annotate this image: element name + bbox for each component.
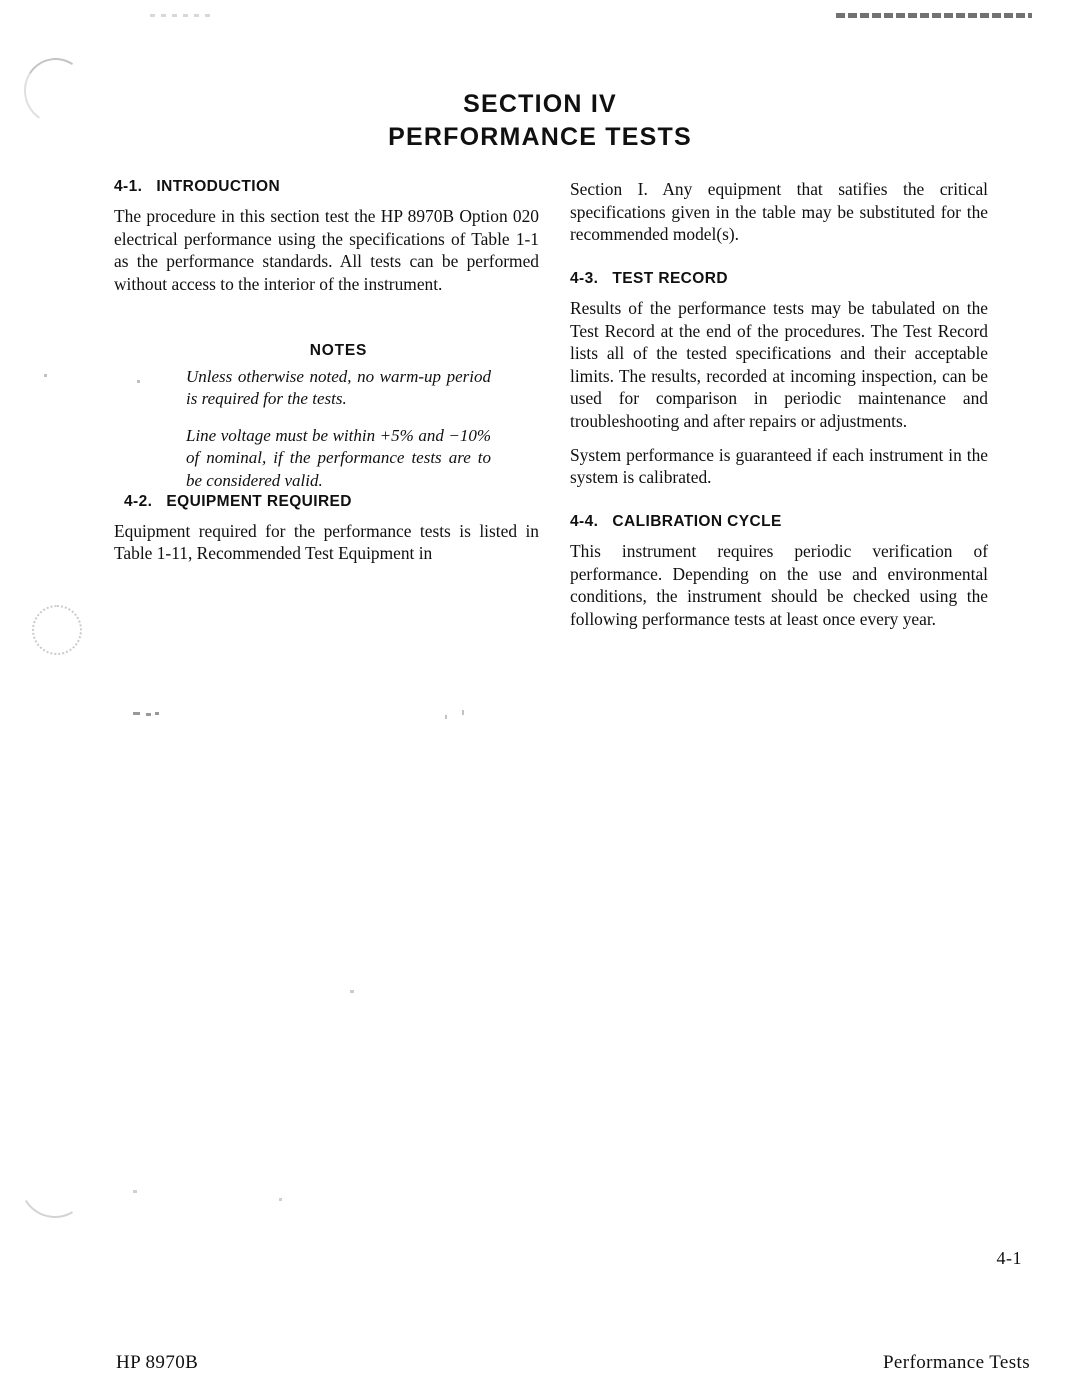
paragraph-system-performance: System performance is guaranteed if each instrument in the system is calibrated.	[570, 444, 988, 488]
scan-artifact-binding-ring-middle	[32, 605, 82, 655]
scan-speck	[350, 990, 354, 993]
footer-section-name: Performance Tests	[882, 1352, 1030, 1373]
right-column	[570, 178, 988, 630]
heading-4-2-equipment-required: 4-2. EQUIPMENT REQUIRED	[124, 492, 352, 510]
paragraph-equipment-continuation: Section I. Any equipment that satifies the critical specifications given in the table may be substituted for the recommended model(s).	[570, 179, 988, 245]
note-warmup-period: Unless otherwise noted, no warm-up period is required for the tests.	[186, 366, 491, 409]
title-line-performance-tests: PERFORMANCE TESTS	[388, 123, 692, 152]
notes-block	[114, 342, 539, 493]
page-title	[0, 88, 1080, 155]
left-column	[114, 178, 539, 565]
paragraph-calibration-cycle: This instrument requires periodic verification of performance. Depending on the use and environmental conditions, the instrument should be checked using the following performance tests at least once every year.	[570, 540, 988, 629]
scan-artifact-top-right	[836, 13, 1032, 18]
heading-4-1-introduction: 4-1. INTRODUCTION	[114, 178, 281, 195]
scan-speck	[133, 712, 140, 715]
scan-artifact-binding-ring-bottom	[13, 1141, 98, 1226]
note-line-voltage: Line voltage must be within +5% and −10% of nominal, if the performance tests are to be considered valid.	[186, 425, 491, 490]
scan-speck	[445, 715, 447, 719]
heading-4-4-calibration-cycle: 4-4. CALIBRATION CYCLE	[570, 512, 782, 530]
scan-artifact-top-left	[150, 14, 210, 17]
footer-model-number: HP 8970B	[116, 1352, 199, 1373]
scan-speck	[44, 374, 47, 377]
heading-4-3-test-record: 4-3. TEST RECORD	[570, 269, 728, 287]
paragraph-introduction: The procedure in this section test the HP 8970B Option 020 electrical performance using the specifications of Table 1-1 as the performance standards. All tests can be performed without access to the interior of the instrument.	[114, 206, 539, 294]
paragraph-equipment-required: Equipment required for the performance tests is listed in Table 1-11, Recommended Test Equipment in	[114, 520, 539, 564]
scan-speck	[462, 710, 464, 715]
page-number: 4-1	[996, 1248, 1022, 1268]
scan-speck	[279, 1198, 282, 1201]
scan-speck	[133, 1190, 137, 1193]
title-line-section: SECTION IV	[463, 90, 617, 118]
scan-speck	[155, 712, 159, 715]
scan-speck	[146, 713, 151, 716]
notes-heading: NOTES	[309, 341, 368, 359]
paragraph-test-record-results: Results of the performance tests may be tabulated on the Test Record at the end of the procedures. The Test Record lists all of the tested specifications and their acceptable limits. The results, recorded at incoming inspection, can be used for comparison in periodic maintenance and troubleshooting and after repairs or adjustments.	[570, 297, 988, 431]
